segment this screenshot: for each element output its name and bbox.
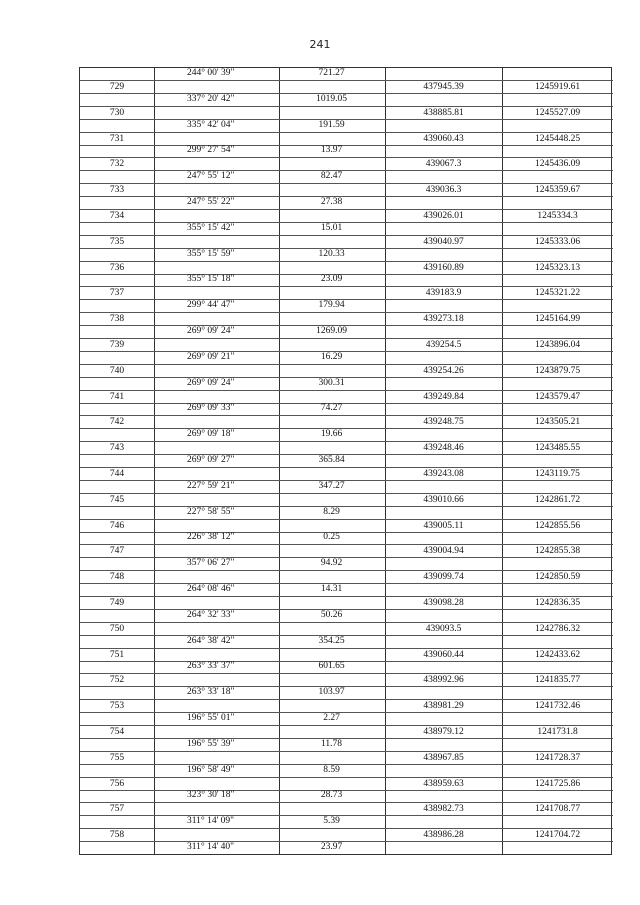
row-rule [80, 261, 613, 262]
distance-cell: 347.27 [318, 480, 345, 491]
northing-cell: 439026.01 [423, 211, 464, 221]
northing-cell: 438992.96 [423, 675, 464, 686]
table-row [80, 429, 611, 455]
table-row [80, 171, 611, 197]
northing-cell: 438959.63 [423, 778, 464, 789]
row-rule [80, 209, 613, 210]
bearing-cell: 244° 00' 39" [187, 68, 235, 78]
table-row [80, 739, 611, 765]
distance-cell: 300.31 [318, 377, 345, 388]
bearing-cell: 269° 09' 21" [187, 351, 235, 362]
northing-cell: 439060.44 [423, 649, 464, 660]
northing-cell: 439183.9 [425, 288, 462, 299]
table-row [80, 378, 611, 404]
northing-cell: 439010.66 [423, 494, 464, 505]
distance-cell: 1019.05 [316, 93, 347, 104]
table-row [80, 661, 611, 687]
table-row [80, 790, 611, 816]
bearing-cell: 264° 38' 42" [187, 635, 235, 646]
bearing-cell: 196° 58' 49" [187, 764, 235, 775]
northing-cell: 439093.5 [425, 623, 462, 634]
easting-cell: 1243505.21 [534, 417, 581, 428]
row-rule [80, 777, 613, 778]
bearing-cell: 269° 09' 33" [187, 403, 235, 414]
easting-cell: 1245919.61 [534, 82, 581, 92]
bearing-cell: 299° 27' 54" [187, 145, 235, 156]
point-number-cell: 739 [109, 340, 125, 350]
distance-cell: 179.94 [318, 300, 345, 311]
row-rule [80, 312, 613, 313]
table-row [80, 532, 611, 558]
easting-cell: 1245436.09 [534, 159, 581, 170]
row-rule [80, 106, 613, 107]
easting-cell: 1243579.47 [534, 391, 581, 402]
northing-cell: 438979.12 [423, 727, 464, 737]
table-row [80, 326, 611, 352]
northing-cell: 438982.73 [423, 804, 464, 815]
distance-cell: 27.38 [320, 197, 343, 207]
northing-cell: 439067.3 [425, 159, 462, 170]
easting-cell: 1241725.86 [534, 778, 581, 789]
bearing-cell: 311° 14' 09" [187, 816, 235, 827]
bearing-cell: 196° 55' 39" [187, 738, 235, 749]
easting-cell: 1245323.13 [534, 262, 581, 273]
easting-cell: 1245164.99 [534, 314, 581, 325]
point-number-cell: 731 [109, 133, 125, 144]
easting-cell: 1241704.72 [534, 830, 581, 841]
page-number: 241 [309, 38, 331, 51]
point-number-cell: 747 [109, 546, 125, 557]
bearing-cell: 226° 38' 12" [187, 532, 235, 543]
distance-cell: 2.27 [323, 713, 340, 723]
distance-cell: 5.39 [323, 816, 340, 827]
point-number-cell: 757 [109, 804, 125, 815]
northing-cell: 439036.3 [425, 185, 462, 196]
bearing-cell: 269° 09' 18" [187, 429, 235, 440]
row-rule [80, 596, 613, 597]
northing-cell: 437945.39 [423, 82, 464, 92]
row-rule [80, 519, 613, 520]
bearing-cell: 247° 55' 22" [187, 197, 235, 207]
point-number-cell: 758 [109, 830, 125, 841]
point-number-cell: 742 [109, 417, 125, 428]
distance-cell: 23.09 [320, 274, 343, 285]
row-rule [80, 183, 613, 184]
bearing-cell: 263° 33' 18" [187, 687, 235, 698]
bearing-cell: 264° 32' 33" [187, 609, 235, 620]
northing-cell: 438986.28 [423, 830, 464, 841]
distance-cell: 354.25 [318, 635, 345, 646]
distance-cell: 8.59 [323, 764, 340, 775]
easting-cell: 1245527.09 [534, 107, 581, 118]
distance-cell: 11.78 [320, 738, 343, 749]
northing-cell: 439040.97 [423, 236, 464, 247]
distance-cell: 191.59 [318, 119, 345, 130]
bearing-cell: 355° 15' 59" [187, 248, 235, 259]
easting-cell: 1242855.56 [534, 520, 581, 531]
northing-cell: 439098.28 [423, 598, 464, 608]
row-rule [80, 673, 613, 674]
point-number-cell: 749 [109, 598, 125, 608]
distance-cell: 82.47 [320, 171, 343, 182]
point-number-cell: 738 [109, 314, 125, 325]
bearing-cell: 263° 33' 37" [187, 661, 235, 672]
distance-cell: 120.33 [318, 248, 345, 259]
easting-cell: 1242855.38 [534, 546, 581, 557]
point-number-cell: 744 [109, 469, 125, 479]
northing-cell: 438885.81 [423, 107, 464, 118]
point-number-cell: 751 [109, 649, 125, 660]
distance-cell: 103.97 [318, 687, 345, 698]
table-row [80, 481, 611, 507]
northing-cell: 439060.43 [423, 133, 464, 144]
distance-cell: 14.31 [320, 584, 343, 594]
point-number-cell: 743 [109, 443, 125, 454]
northing-cell: 439099.74 [423, 572, 464, 583]
point-number-cell: 750 [109, 623, 125, 634]
northing-cell: 438981.29 [423, 701, 464, 712]
easting-cell: 1241731.8 [537, 727, 578, 737]
table-row [80, 765, 611, 791]
table-row [80, 455, 611, 481]
northing-cell: 439243.08 [423, 469, 464, 479]
bearing-cell: 247° 55' 12" [187, 171, 235, 182]
row-rule [80, 493, 613, 494]
point-number-cell: 753 [109, 701, 125, 712]
bearing-cell: 269° 09' 24" [187, 377, 235, 388]
distance-cell: 23.97 [320, 842, 343, 852]
row-rule [80, 286, 613, 287]
table-row-final [80, 842, 611, 868]
point-number-cell: 745 [109, 494, 125, 505]
table-row [80, 274, 611, 300]
distance-cell: 74.27 [320, 403, 343, 414]
northing-cell: 438967.85 [423, 752, 464, 763]
easting-cell: 1241728.37 [534, 752, 581, 763]
row-rule [80, 751, 613, 752]
easting-cell: 1243119.75 [535, 469, 580, 479]
distance-cell: 50.26 [320, 609, 343, 620]
easting-cell: 1242836.35 [534, 598, 581, 608]
easting-cell: 1243896.04 [534, 340, 581, 350]
distance-cell: 0.25 [323, 532, 340, 543]
point-number-cell: 735 [109, 236, 125, 247]
distance-cell: 28.73 [320, 790, 343, 801]
row-rule [80, 132, 613, 133]
row-rule [80, 390, 613, 391]
northing-cell: 439160.89 [423, 262, 464, 273]
distance-cell: 19.66 [320, 429, 343, 440]
easting-cell: 1242861.72 [534, 494, 581, 505]
bearing-cell: 323° 30' 18" [187, 790, 235, 801]
table-row [80, 507, 611, 533]
easting-cell: 1245359.67 [534, 185, 581, 196]
northing-cell: 439005.11 [423, 520, 464, 531]
table-row [80, 145, 611, 171]
point-number-cell: 740 [109, 365, 125, 376]
bearing-cell: 337° 20' 42" [187, 93, 235, 104]
bearing-cell: 357° 06' 27" [187, 558, 235, 569]
table-row [80, 403, 611, 429]
bearing-cell: 264° 08' 46" [187, 584, 235, 594]
northing-cell: 439254.5 [425, 340, 462, 350]
easting-cell: 1241835.77 [534, 675, 581, 686]
bearing-cell: 196° 55' 01" [187, 713, 235, 723]
table-row [80, 197, 611, 223]
row-rule [80, 338, 613, 339]
point-number-cell: 746 [109, 520, 125, 531]
point-number-cell: 729 [109, 82, 125, 92]
easting-cell: 1245333.06 [534, 236, 581, 247]
distance-cell: 1269.09 [316, 326, 347, 336]
easting-cell: 1242433.62 [534, 649, 581, 660]
easting-cell: 1243879.75 [534, 365, 581, 376]
table-row [80, 687, 611, 713]
table-row [80, 68, 611, 94]
point-number-cell: 732 [109, 159, 125, 170]
bearing-cell: 227° 59' 21" [187, 480, 235, 491]
distance-cell: 13.97 [320, 145, 343, 156]
row-rule [80, 802, 613, 803]
point-number-cell: 730 [109, 107, 125, 118]
table-row [80, 584, 611, 610]
row-rule [80, 235, 613, 236]
easting-cell: 1241708.77 [534, 804, 581, 815]
distance-cell: 16.29 [320, 351, 343, 362]
row-rule [80, 441, 613, 442]
easting-cell: 1243485.55 [534, 443, 581, 454]
bearing-cell: 311° 14' 40" [187, 842, 235, 852]
row-rule [80, 80, 613, 81]
bearing-cell: 269° 09' 24" [187, 326, 235, 336]
table-row [80, 713, 611, 739]
table-row [80, 249, 611, 275]
table-row [80, 94, 611, 120]
row-rule [80, 364, 613, 365]
table-row [80, 610, 611, 636]
distance-cell: 365.84 [318, 455, 345, 465]
easting-cell: 1245334.3 [537, 211, 578, 221]
northing-cell: 439249.84 [423, 391, 464, 402]
bearing-cell: 355° 15' 18" [187, 274, 235, 285]
bearing-cell: 299° 44' 47" [187, 300, 235, 311]
point-number-cell: 741 [109, 391, 125, 402]
point-number-cell: 754 [109, 727, 125, 737]
easting-cell: 1242850.59 [534, 572, 581, 583]
table-row [80, 120, 611, 146]
bearing-cell: 335° 42' 04" [187, 119, 235, 130]
easting-cell: 1242786.32 [534, 623, 581, 634]
table-row [80, 300, 611, 326]
row-rule [80, 725, 613, 726]
easting-cell: 1245321.22 [534, 288, 581, 299]
point-number-cell: 752 [109, 675, 125, 686]
northing-cell: 439248.75 [423, 417, 464, 428]
northing-cell: 439004.94 [423, 546, 464, 557]
row-rule [80, 648, 613, 649]
easting-cell: 1241732.46 [534, 701, 581, 712]
table-row [80, 816, 611, 842]
point-number-cell: 756 [109, 778, 125, 789]
bearing-cell: 269° 09' 27" [187, 455, 235, 465]
northing-cell: 439254.26 [423, 365, 464, 376]
table-row [80, 636, 611, 662]
row-rule [80, 828, 613, 829]
distance-cell: 15.01 [320, 222, 343, 233]
distance-cell: 601.65 [318, 661, 345, 672]
coordinate-table [79, 67, 612, 855]
table-row [80, 223, 611, 249]
distance-cell: 94.92 [320, 558, 343, 569]
easting-cell: 1245448.25 [534, 133, 581, 144]
point-number-cell: 733 [109, 185, 125, 196]
row-rule [80, 699, 613, 700]
row-rule [80, 570, 613, 571]
distance-cell: 8.29 [323, 506, 340, 517]
northing-cell: 439248.46 [423, 443, 464, 454]
point-number-cell: 734 [109, 211, 125, 221]
point-number-cell: 748 [109, 572, 125, 583]
table-row [80, 558, 611, 584]
point-number-cell: 755 [109, 752, 125, 763]
row-rule [80, 544, 613, 545]
row-rule [80, 415, 613, 416]
northing-cell: 439273.18 [423, 314, 464, 325]
distance-cell: 721.27 [318, 68, 345, 78]
row-rule [80, 157, 613, 158]
table-row [80, 352, 611, 378]
point-number-cell: 736 [109, 262, 125, 273]
row-rule [80, 622, 613, 623]
point-number-cell: 737 [109, 288, 125, 299]
bearing-cell: 355° 15' 42" [187, 222, 235, 233]
bearing-cell: 227° 58' 55" [187, 506, 235, 517]
row-rule [80, 467, 613, 468]
